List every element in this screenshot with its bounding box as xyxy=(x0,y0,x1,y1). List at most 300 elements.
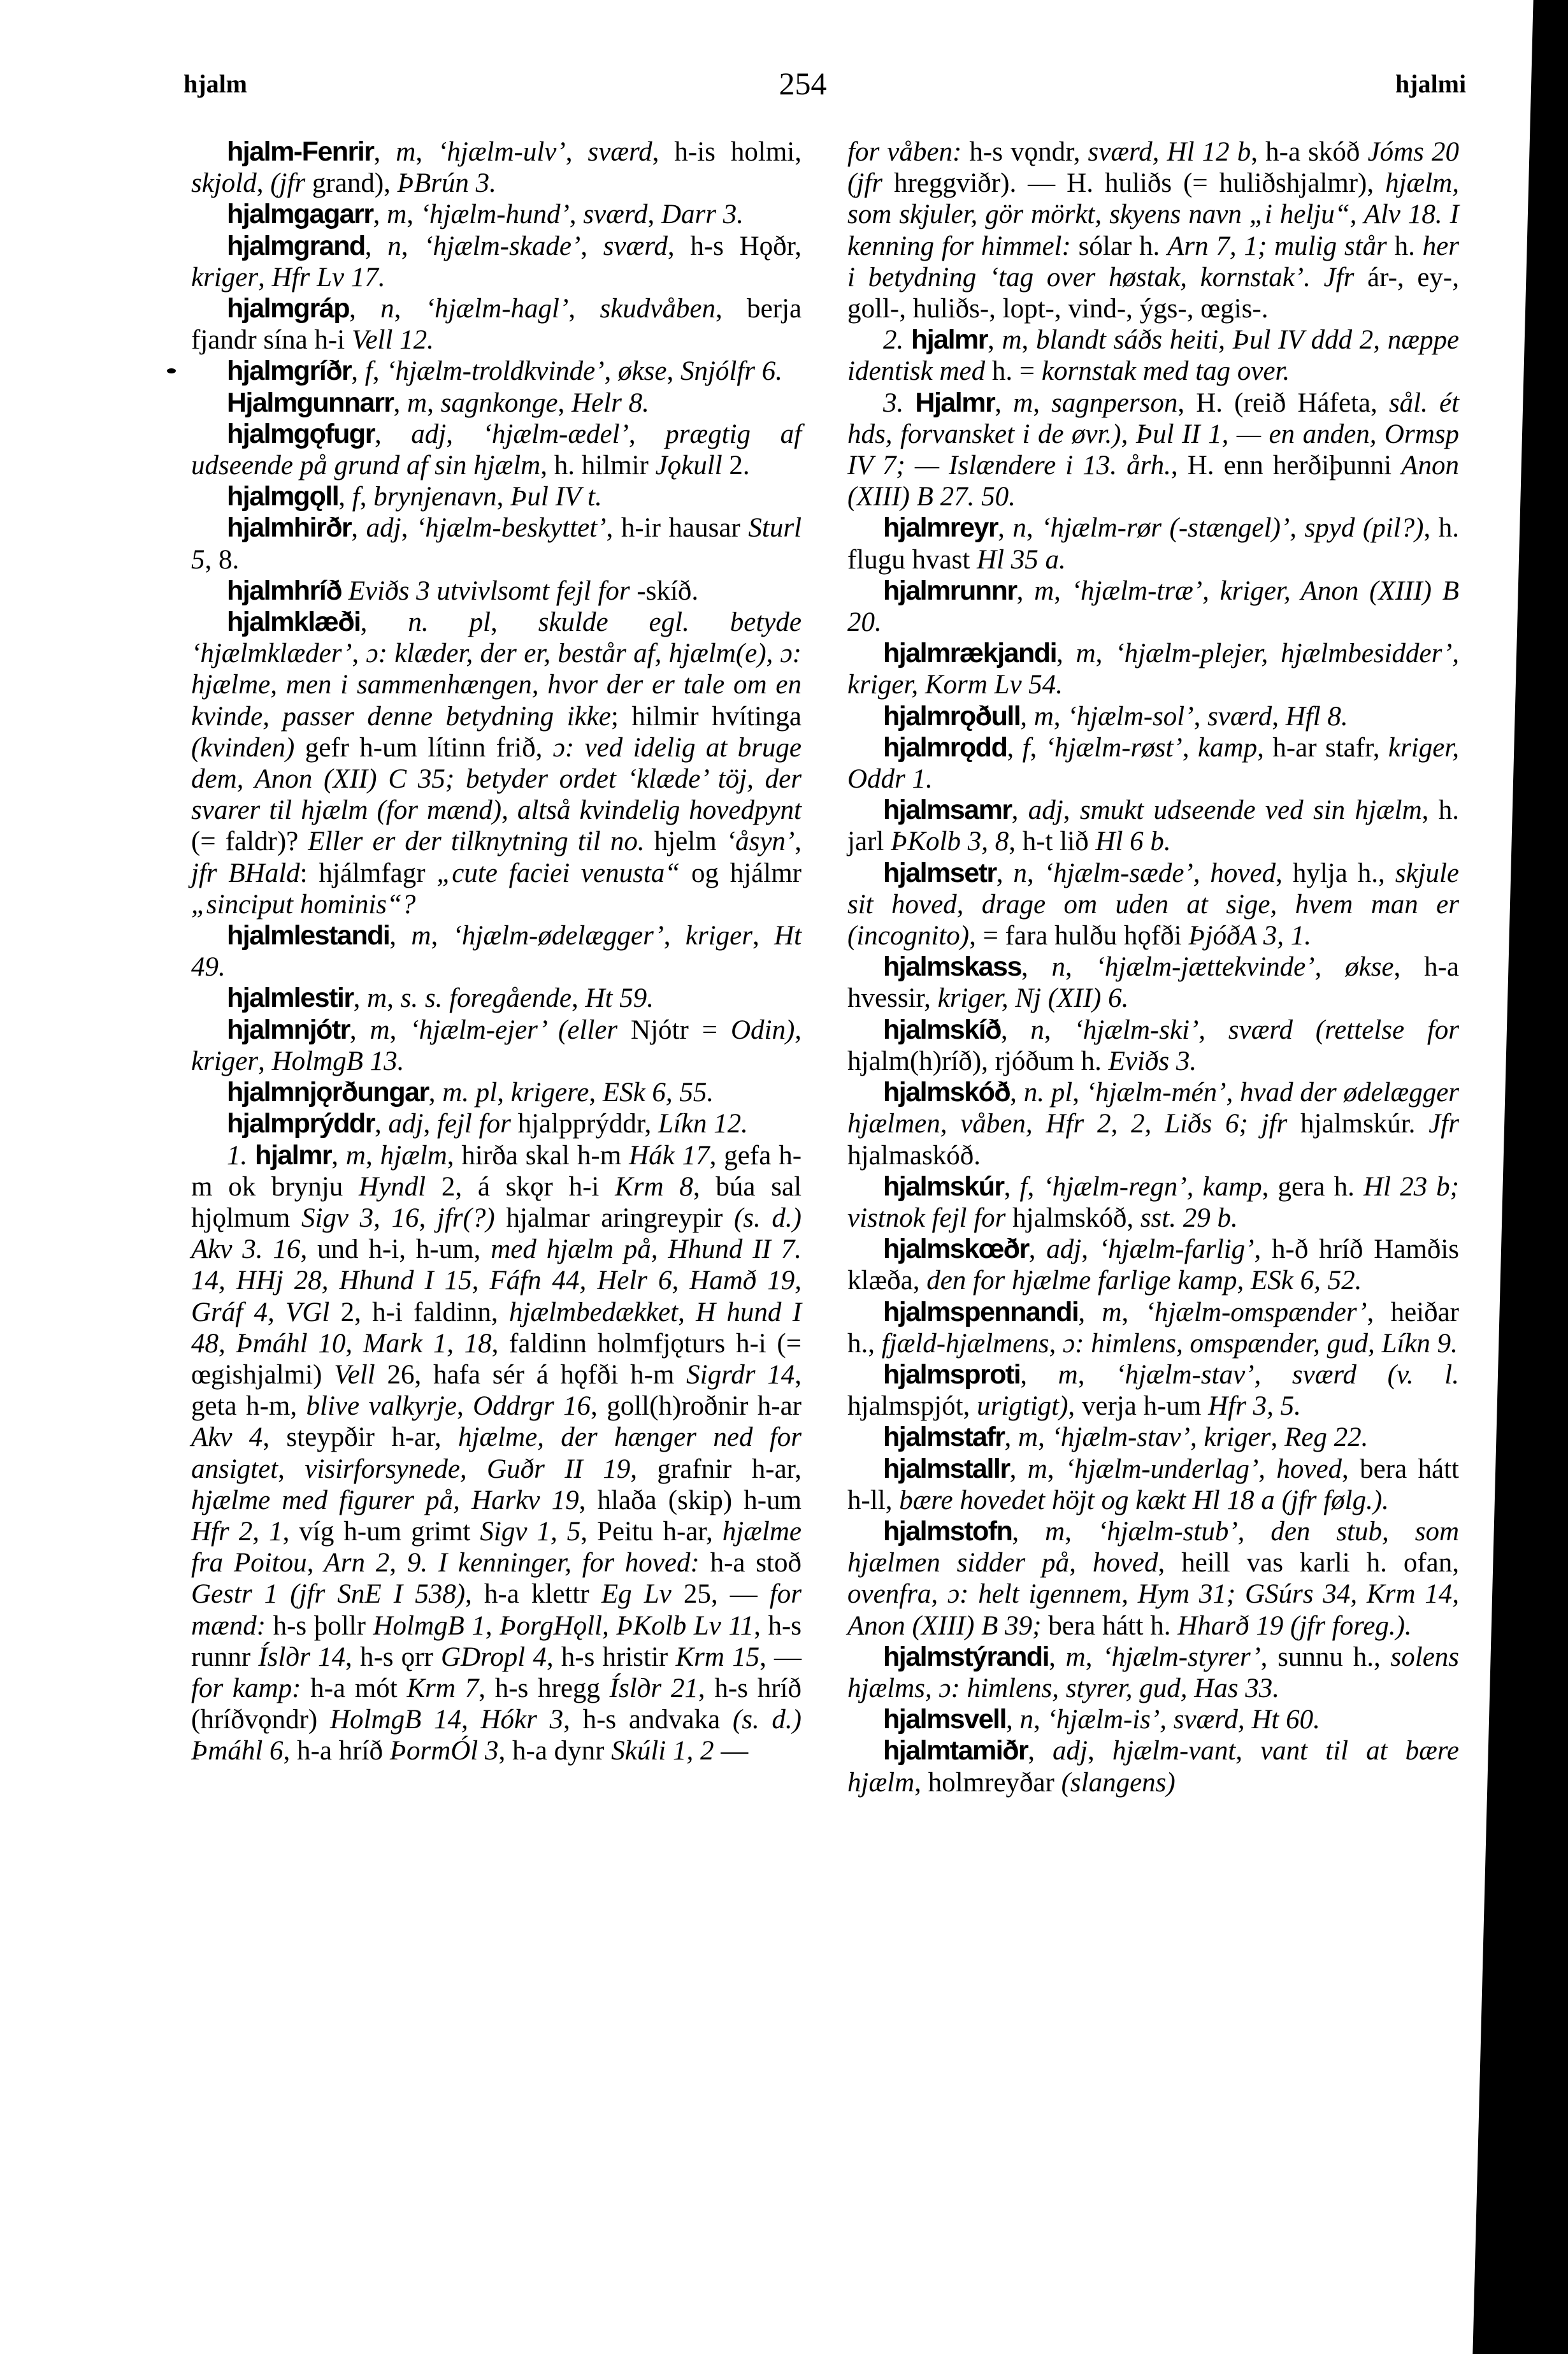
roman-text: , xyxy=(1121,1297,1146,1327)
roman-text: , xyxy=(1047,1454,1065,1484)
margin-mark xyxy=(167,368,176,373)
dictionary-entry xyxy=(191,920,802,983)
roman-text: — xyxy=(714,1736,749,1766)
italic-text: hjælme fra Poitou, Arn 2, 9. I kenninger, for hoved: xyxy=(191,1516,802,1578)
roman-text: , xyxy=(496,482,511,512)
roman-text: sólar h. xyxy=(1070,231,1168,261)
italic-text: kamp xyxy=(1197,732,1258,763)
italic-text: (slangens) xyxy=(1061,1767,1176,1798)
headword: hjalmprýddr xyxy=(227,1108,375,1139)
roman-text: , xyxy=(1063,795,1080,826)
italic-text: Sigv 3, 16, jfr(?) xyxy=(301,1202,495,1233)
italic-text: Anon (XIII) B 27. 50. xyxy=(847,451,1459,512)
roman-text xyxy=(903,388,915,418)
italic-text: sværd, Hl 12 b xyxy=(1088,137,1251,167)
italic-text: for våben: xyxy=(847,137,962,167)
italic-text: 2. xyxy=(883,325,904,356)
roman-text: , xyxy=(389,921,412,951)
italic-text: Líkn 12. xyxy=(658,1109,748,1139)
roman-text: (= faldr)? xyxy=(191,827,308,857)
italic-text: urigtigt) xyxy=(977,1391,1068,1422)
italic-text: sværd xyxy=(587,137,652,167)
italic-text: adj xyxy=(388,1109,424,1139)
headword: hjalmrǫdd xyxy=(883,732,1007,763)
roman-text: , xyxy=(795,827,802,857)
headword: hjalmspennandi xyxy=(883,1296,1079,1327)
roman-text: , xyxy=(375,1109,389,1139)
headword: hjalmrunnr xyxy=(883,575,1017,606)
roman-text xyxy=(247,1141,255,1171)
italic-text: Vell xyxy=(334,1359,375,1390)
roman-text: , xyxy=(423,1109,437,1139)
roman-text: , gera h. xyxy=(1262,1171,1363,1202)
italic-text: Odin), kriger xyxy=(191,1015,802,1076)
roman-text: , = fara hulðu hǫfði xyxy=(969,921,1189,951)
roman-text: , xyxy=(1033,387,1052,418)
dictionary-entry xyxy=(847,575,1459,638)
italic-text: ɔ: ved idelig at bruge dem, Anon (XII) C 35; betyder ordet ‘klæde’ töj, der svarer til hjælm (for mænd), altså kvindelig hovedpynt xyxy=(191,732,802,826)
roman-text: , xyxy=(331,1140,346,1171)
italic-text: fjæld-hjælmens, ɔ: himlens, omspænder, gud, Líkn 9. xyxy=(881,1328,1458,1359)
italic-text: Darr 3. xyxy=(661,199,744,230)
italic-text: ÞormÓl 3 xyxy=(389,1736,499,1766)
roman-text: , xyxy=(351,356,365,387)
dictionary-entry xyxy=(191,1077,802,1108)
dictionary-entry xyxy=(847,1077,1459,1171)
headword: hjalmlestir xyxy=(227,983,354,1014)
roman-text: , xyxy=(1028,1736,1053,1766)
headword: hjalmtamiðr xyxy=(883,1735,1028,1766)
dictionary-entry xyxy=(847,1359,1459,1422)
roman-text: -skíð. xyxy=(629,575,699,606)
dictionary-entry xyxy=(847,638,1459,700)
italic-text: m xyxy=(1075,639,1096,669)
italic-text: n xyxy=(1012,513,1026,544)
italic-text: ‘hjælm-omspænder’ xyxy=(1145,1297,1367,1327)
italic-text: for mænd: xyxy=(191,1579,802,1641)
italic-text: jfr BHald xyxy=(191,858,300,888)
italic-text: sværd xyxy=(603,231,668,261)
italic-text: Reg 22. xyxy=(1284,1422,1369,1453)
roman-text: , xyxy=(628,419,666,449)
italic-text: HolmgB 14, Hókr 3 xyxy=(329,1705,564,1735)
roman-text: hjalmar aringreypir xyxy=(494,1202,734,1233)
roman-text: , xyxy=(360,607,408,638)
headword: hjalmsvell xyxy=(883,1704,1006,1735)
roman-text: , xyxy=(1085,1642,1103,1672)
headword: hjalmlestandi xyxy=(227,920,390,951)
roman-text: , xyxy=(351,513,366,544)
roman-text: , xyxy=(1044,1015,1074,1045)
italic-text: HolmgB 1, ÞorgHǫll, ÞKolb Lv 11 xyxy=(373,1610,754,1641)
italic-text: Hharð 19 (jfr foreg.). xyxy=(1177,1610,1412,1641)
headword: hjalmsetr xyxy=(883,857,996,888)
roman-text: , xyxy=(1011,795,1028,826)
roman-text: , xyxy=(1270,1422,1285,1453)
roman-text: , H. enn herðiþunni xyxy=(1170,451,1402,481)
dictionary-entry xyxy=(191,607,802,920)
headword: hjalmsproti xyxy=(883,1359,1021,1390)
roman-text: , xyxy=(373,199,387,230)
roman-text: , xyxy=(389,1015,410,1045)
roman-text: , xyxy=(568,294,600,324)
headword: hjalmskass xyxy=(883,951,1021,983)
headword: hjalmr xyxy=(910,324,988,356)
roman-text: , h-t lið xyxy=(1009,827,1096,857)
roman-text: , xyxy=(1005,1705,1020,1735)
italic-text: Helr 8. xyxy=(572,387,649,418)
italic-text: Íslдr 21 xyxy=(609,1673,698,1703)
italic-text: kriger, Nj (XII) 6. xyxy=(937,983,1129,1014)
italic-text: Ht 59. xyxy=(585,983,654,1014)
italic-text: Hák 17 xyxy=(629,1140,710,1171)
roman-text: , xyxy=(557,387,572,418)
italic-text: Jfr xyxy=(1428,1109,1459,1139)
italic-text: m xyxy=(407,387,428,418)
italic-text: n xyxy=(1013,858,1027,888)
dictionary-entry xyxy=(847,1704,1459,1735)
italic-text: (s. d.) Akv 3. 16 xyxy=(191,1202,802,1265)
roman-text: , h-s Hǫðr, xyxy=(667,231,802,261)
headword: hjalmskœðr xyxy=(883,1234,1029,1265)
italic-text: her i betydning ‘tag over høstak, kornstak’. Jfr xyxy=(847,231,1459,292)
roman-text: , xyxy=(401,513,416,544)
dictionary-entry xyxy=(847,1735,1459,1798)
italic-text: Eg Lv xyxy=(601,1579,672,1610)
italic-text: skudvåben xyxy=(600,294,716,324)
italic-text: m xyxy=(1102,1297,1122,1327)
italic-text: prægtig af udseende på grund af sin hjælm xyxy=(191,419,802,481)
italic-text: m xyxy=(387,199,407,230)
roman-text: , xyxy=(406,199,421,230)
roman-text: , hirða skal h-m xyxy=(447,1140,629,1171)
italic-text: Hfr Lv 17. xyxy=(271,262,385,292)
dictionary-entry xyxy=(847,1297,1459,1359)
page-number: 254 xyxy=(779,66,827,101)
roman-text: , h-a hvessir, xyxy=(847,952,1460,1014)
roman-text: hjalm(h)ríð), rjóðum h. xyxy=(847,1046,1109,1076)
italic-text: ‘hjælm-ejer’ (eller xyxy=(410,1015,618,1045)
roman-text: , xyxy=(1054,575,1072,606)
roman-text: , xyxy=(1007,732,1023,763)
dictionary-entry xyxy=(847,324,1459,387)
roman-text: , xyxy=(1182,732,1198,763)
italic-text: n xyxy=(1051,952,1065,983)
italic-text: ‘hjælm-styrer’ xyxy=(1102,1642,1261,1672)
roman-text: , xyxy=(428,1078,443,1108)
guide-word-right: hjalmi xyxy=(1395,69,1467,98)
roman-text: , xyxy=(374,419,412,449)
italic-text: skjold xyxy=(191,168,257,199)
dictionary-entry xyxy=(191,512,802,575)
roman-text: , h-a skóð xyxy=(1251,137,1368,167)
italic-text: hjælm, som skjuler, gör mörkt, skyens navn „i helju“, Alv 18. I kenning for himmel: xyxy=(847,168,1459,261)
page-edge-shadow xyxy=(1460,0,1568,2354)
headword: hjalmgǫfugr xyxy=(227,418,375,449)
roman-text: , xyxy=(1016,575,1035,606)
italic-text: hjælm-vant, vant til at bære hjælm xyxy=(847,1736,1460,1798)
italic-text: Akv 4 xyxy=(191,1422,263,1453)
italic-text: adj xyxy=(1046,1234,1082,1265)
roman-text: , xyxy=(589,1078,603,1108)
italic-text: Hl 23 b; vistnok fejl for xyxy=(847,1171,1459,1233)
roman-text: , xyxy=(373,137,396,167)
dictionary-entry xyxy=(191,231,802,293)
italic-text: adj xyxy=(1028,795,1063,826)
roman-text: , xyxy=(1021,325,1037,356)
italic-text: f xyxy=(364,356,373,387)
roman-text: , h. jarl xyxy=(847,795,1460,857)
italic-text: ‘hjælm-hund’ xyxy=(420,199,570,230)
roman-text: , goll(h)roðnir h-ar xyxy=(591,1391,802,1422)
italic-text: m xyxy=(411,921,431,951)
italic-text: kriger xyxy=(1204,1422,1271,1453)
italic-text: (s. d.) Þmáhl 6 xyxy=(191,1705,802,1766)
italic-text: Íslдr xyxy=(258,1642,310,1672)
italic-text: n xyxy=(1030,1015,1044,1045)
headword: hjalmsamr xyxy=(883,795,1012,826)
italic-text: ‘hjælm-jættekvinde’, økse xyxy=(1095,952,1394,983)
italic-text: f xyxy=(1019,1171,1028,1202)
italic-text: f xyxy=(352,482,360,512)
italic-text: ‘hjælm-ski’, sværd (rettelse for xyxy=(1074,1015,1460,1045)
italic-text: skulde egl. betyde ‘hjælmklæder’ xyxy=(191,607,802,669)
roman-text: , h-a klettr xyxy=(465,1579,601,1610)
roman-text: 2, á skǫr h-i xyxy=(426,1171,615,1202)
roman-text: , heill vas karli h. ofan, xyxy=(1158,1548,1459,1578)
dictionary-entry xyxy=(847,701,1459,732)
roman-text: , xyxy=(497,1078,511,1108)
roman-text: hreggviðr). — H. huliðs (= huliðshjalmr), xyxy=(882,168,1386,199)
roman-text: hjalmskúr. xyxy=(1287,1109,1429,1139)
roman-text: , xyxy=(1026,858,1044,888)
roman-text: , xyxy=(1065,1516,1098,1547)
italic-text: (jfr xyxy=(270,168,306,199)
italic-text: Sturl 5 xyxy=(191,513,802,575)
italic-text: sst. 29 b. xyxy=(1140,1202,1238,1233)
roman-text: , xyxy=(456,1391,473,1422)
dictionary-entry xyxy=(191,481,802,512)
italic-text: ‘hjælm-is’, sværd, Ht 60. xyxy=(1047,1705,1320,1735)
roman-text: hjelm xyxy=(644,827,726,857)
italic-text: bære hovedet höjt og kækt Hl 18 a (jfr følg.). xyxy=(899,1485,1389,1515)
headword: Hjalmr xyxy=(915,387,995,418)
italic-text: ‘hjælm-skade’ xyxy=(424,231,581,261)
roman-text: , xyxy=(995,387,1014,418)
dictionary-entry xyxy=(847,1422,1459,1453)
italic-text: ‘åsyn’ xyxy=(726,827,795,857)
headword: hjalmrǫðull xyxy=(883,700,1021,732)
roman-text: , xyxy=(996,858,1014,888)
roman-text: , xyxy=(1190,1422,1204,1453)
dictionary-entry xyxy=(847,1642,1459,1704)
italic-text: Hfr 2, 1 xyxy=(191,1516,283,1547)
roman-text: , xyxy=(1027,1171,1044,1202)
roman-text: , xyxy=(1081,1234,1099,1265)
italic-text: krigere xyxy=(510,1078,589,1108)
roman-text: , h-s hregg xyxy=(478,1673,610,1703)
roman-text: , xyxy=(491,607,538,638)
roman-text: , xyxy=(1077,1359,1116,1390)
italic-text: Hl 35 a. xyxy=(977,544,1066,575)
italic-text: (kvinden) xyxy=(191,732,295,763)
italic-text: ‘hjælm-mén’, hvad der ødelægger hjælmen, våben, Hfr 2, 2, Liðs 6; jfr xyxy=(847,1078,1460,1139)
italic-text: ‘hjælm-rør (-stængel)’, spyd (pil?) xyxy=(1041,513,1424,544)
roman-text: , xyxy=(569,199,584,230)
italic-text: „sinciput hominis“? xyxy=(191,889,416,920)
roman-text: , xyxy=(604,356,619,387)
italic-text: blandt sáðs heiti, Þul IV ddd 2, næppe identisk med xyxy=(847,325,1460,387)
right-column xyxy=(847,136,1459,1798)
roman-text: : hjálmfagr xyxy=(299,858,437,888)
italic-text: HolmgB 13. xyxy=(271,1046,405,1076)
dictionary-entry xyxy=(847,1516,1459,1642)
roman-text: , heiðar h., xyxy=(847,1297,1459,1359)
roman-text: , xyxy=(1003,1171,1020,1202)
italic-text: n. pl xyxy=(1023,1078,1073,1108)
italic-text: Oddrgr 16 xyxy=(473,1391,591,1422)
roman-text: , h-s andvaka xyxy=(563,1705,733,1735)
italic-text: sagnperson xyxy=(1051,387,1178,418)
italic-text: smukt udseende ved sin hjælm xyxy=(1079,795,1422,826)
italic-text: m xyxy=(1018,1422,1039,1453)
headword: hjalmgagarr xyxy=(227,199,373,230)
roman-text: , xyxy=(258,1046,272,1076)
italic-text: m xyxy=(370,1015,390,1045)
roman-text: h-a stoð xyxy=(699,1548,802,1578)
italic-text: Ht 49. xyxy=(191,921,802,983)
roman-text: , xyxy=(1193,701,1208,732)
italic-text: kriger, Oddr 1. xyxy=(847,732,1459,795)
italic-text: ‘hjælm-hagl’ xyxy=(425,294,569,324)
roman-text: , xyxy=(752,921,775,951)
roman-text: , víg h-um grimt xyxy=(282,1516,480,1547)
italic-text: ‘hjælm-underlag’, hoved xyxy=(1065,1454,1342,1484)
italic-text: Skúli 1, 2 xyxy=(611,1736,714,1766)
italic-text: kriger xyxy=(191,262,259,292)
dictionary-entry xyxy=(191,983,802,1014)
italic-text: ESk 6, 55. xyxy=(602,1078,714,1108)
headword: hjalmklæði xyxy=(227,607,361,638)
roman-text: h-s þollr xyxy=(266,1610,373,1641)
dictionary-entry xyxy=(847,1015,1459,1077)
roman-text: , xyxy=(1038,1422,1052,1453)
italic-text: adj xyxy=(366,513,401,544)
roman-text: , geta h-m, xyxy=(191,1359,802,1422)
roman-text: , xyxy=(1056,639,1076,669)
italic-text: Eviðs 3. xyxy=(1108,1046,1197,1076)
italic-text: ‘hjælm-sol’ xyxy=(1067,701,1194,732)
roman-text: , xyxy=(1072,1078,1086,1108)
italic-text: ‘hjælm-plejer, hjælmbesidder’, kriger, Korm Lv 54. xyxy=(847,639,1459,700)
roman-text: , xyxy=(1004,1422,1019,1453)
headword: hjalmr xyxy=(255,1139,332,1171)
roman-text: , — xyxy=(759,1642,802,1672)
roman-text: , xyxy=(352,639,366,669)
italic-text: Eller er der tilknytning til no. xyxy=(308,827,645,857)
roman-text: , Peitu h-ar, xyxy=(580,1516,723,1547)
italic-text: skjule sit hoved, drage om uden at sige, hvem man er (incognito) xyxy=(847,858,1460,951)
roman-text: , 8. xyxy=(205,544,240,575)
roman-text: , h. flugu hvast xyxy=(847,513,1459,575)
roman-text: , xyxy=(666,356,680,387)
italic-text: Sigv 1, 5 xyxy=(480,1516,581,1547)
italic-text: Jǫkull xyxy=(655,451,723,481)
italic-text: ÞBrún 3. xyxy=(397,168,496,199)
headword: hjalmstallr xyxy=(883,1453,1010,1484)
roman-text: , xyxy=(1065,952,1096,983)
roman-text: , xyxy=(338,482,352,512)
roman-text: hjalmaskóð. xyxy=(847,1140,981,1171)
roman-text xyxy=(310,1642,318,1672)
roman-text: , xyxy=(565,137,588,167)
dictionary-entry xyxy=(847,1234,1459,1296)
roman-text: , xyxy=(1010,1078,1024,1108)
roman-text: , xyxy=(998,513,1013,544)
dictionary-entry xyxy=(847,1171,1459,1234)
italic-text: „cute faciei venusta“ xyxy=(436,858,680,888)
italic-text: ‘hjælm-ædel’ xyxy=(482,419,629,449)
italic-text: m xyxy=(1065,1642,1086,1672)
italic-text: 1. xyxy=(227,1140,248,1171)
italic-text: n xyxy=(387,231,401,261)
italic-text: ‘hjælm-troldkvinde’ xyxy=(386,356,605,387)
roman-text: hjalmskóð, xyxy=(1005,1202,1140,1233)
roman-text: h-s vǫndr, xyxy=(961,137,1088,167)
roman-text: , hlaða (skip) h-um xyxy=(579,1485,802,1515)
italic-text: m xyxy=(367,983,387,1014)
italic-text: m xyxy=(1045,1516,1065,1547)
roman-text: , xyxy=(1088,1736,1112,1766)
italic-text: med hjælm på, Hhund II 7. 14, HHj 28, Hhund I 15, Fáfn 44, Helr 6, Hamð 19, Gráf 4, VGl xyxy=(191,1234,802,1327)
italic-text: Hfr 3, 5. xyxy=(1208,1391,1301,1422)
italic-text: n xyxy=(1019,1705,1033,1735)
roman-text xyxy=(342,576,349,606)
roman-text: hjalmspjót, xyxy=(847,1391,977,1422)
roman-text: , xyxy=(1026,513,1042,544)
roman-text: , xyxy=(401,231,424,261)
italic-text: Krm 15 xyxy=(675,1642,760,1672)
roman-text: , búa sal hjǫlmum xyxy=(191,1171,802,1233)
roman-text: , xyxy=(372,356,387,387)
headword: hjalmhríð xyxy=(227,575,342,606)
italic-text: Sigrdr 14 xyxy=(686,1359,795,1390)
roman-text: , xyxy=(349,1015,370,1045)
italic-text: ‘hjælm-stub’, den stub, som hjælmen sidder på, hoved xyxy=(847,1516,1460,1578)
roman-text: Njótr = xyxy=(617,1015,731,1045)
roman-text: , xyxy=(1030,732,1046,763)
dictionary-entry xyxy=(191,575,802,607)
dictionary-entry xyxy=(847,732,1459,795)
italic-text: ‘hjælm-træ’, kriger, Anon (XIII) B 20. xyxy=(847,575,1460,638)
roman-text: , h-ir hausar xyxy=(606,513,749,544)
dictionary-entry xyxy=(191,419,802,481)
roman-text: , h-a hríð xyxy=(283,1736,390,1766)
italic-text: solens hjælms, ɔ: himlens, styrer, gud, Has 33. xyxy=(847,1642,1460,1703)
roman-text: , h-is holmi, xyxy=(652,137,802,167)
roman-text: , gefa h-m ok brynju xyxy=(191,1140,802,1202)
italic-text: hjælme, der hænger ned for ansigtet xyxy=(191,1422,802,1484)
roman-text: , xyxy=(1009,1454,1028,1484)
roman-text: ár-, ey-, goll-, huliðs-, lopt-, vind-, ýgs-, œgis-. xyxy=(847,262,1459,324)
italic-text: Gestr 1 (jfr SnE I 538) xyxy=(191,1579,466,1610)
italic-text: Jóms 20 (jfr xyxy=(847,137,1460,199)
dictionary-entry xyxy=(191,293,802,356)
italic-text: hjælm xyxy=(380,1140,447,1171)
headword: hjalmrækjandi xyxy=(883,638,1057,669)
dictionary-entry xyxy=(191,387,802,419)
italic-text: n. pl xyxy=(408,607,491,638)
